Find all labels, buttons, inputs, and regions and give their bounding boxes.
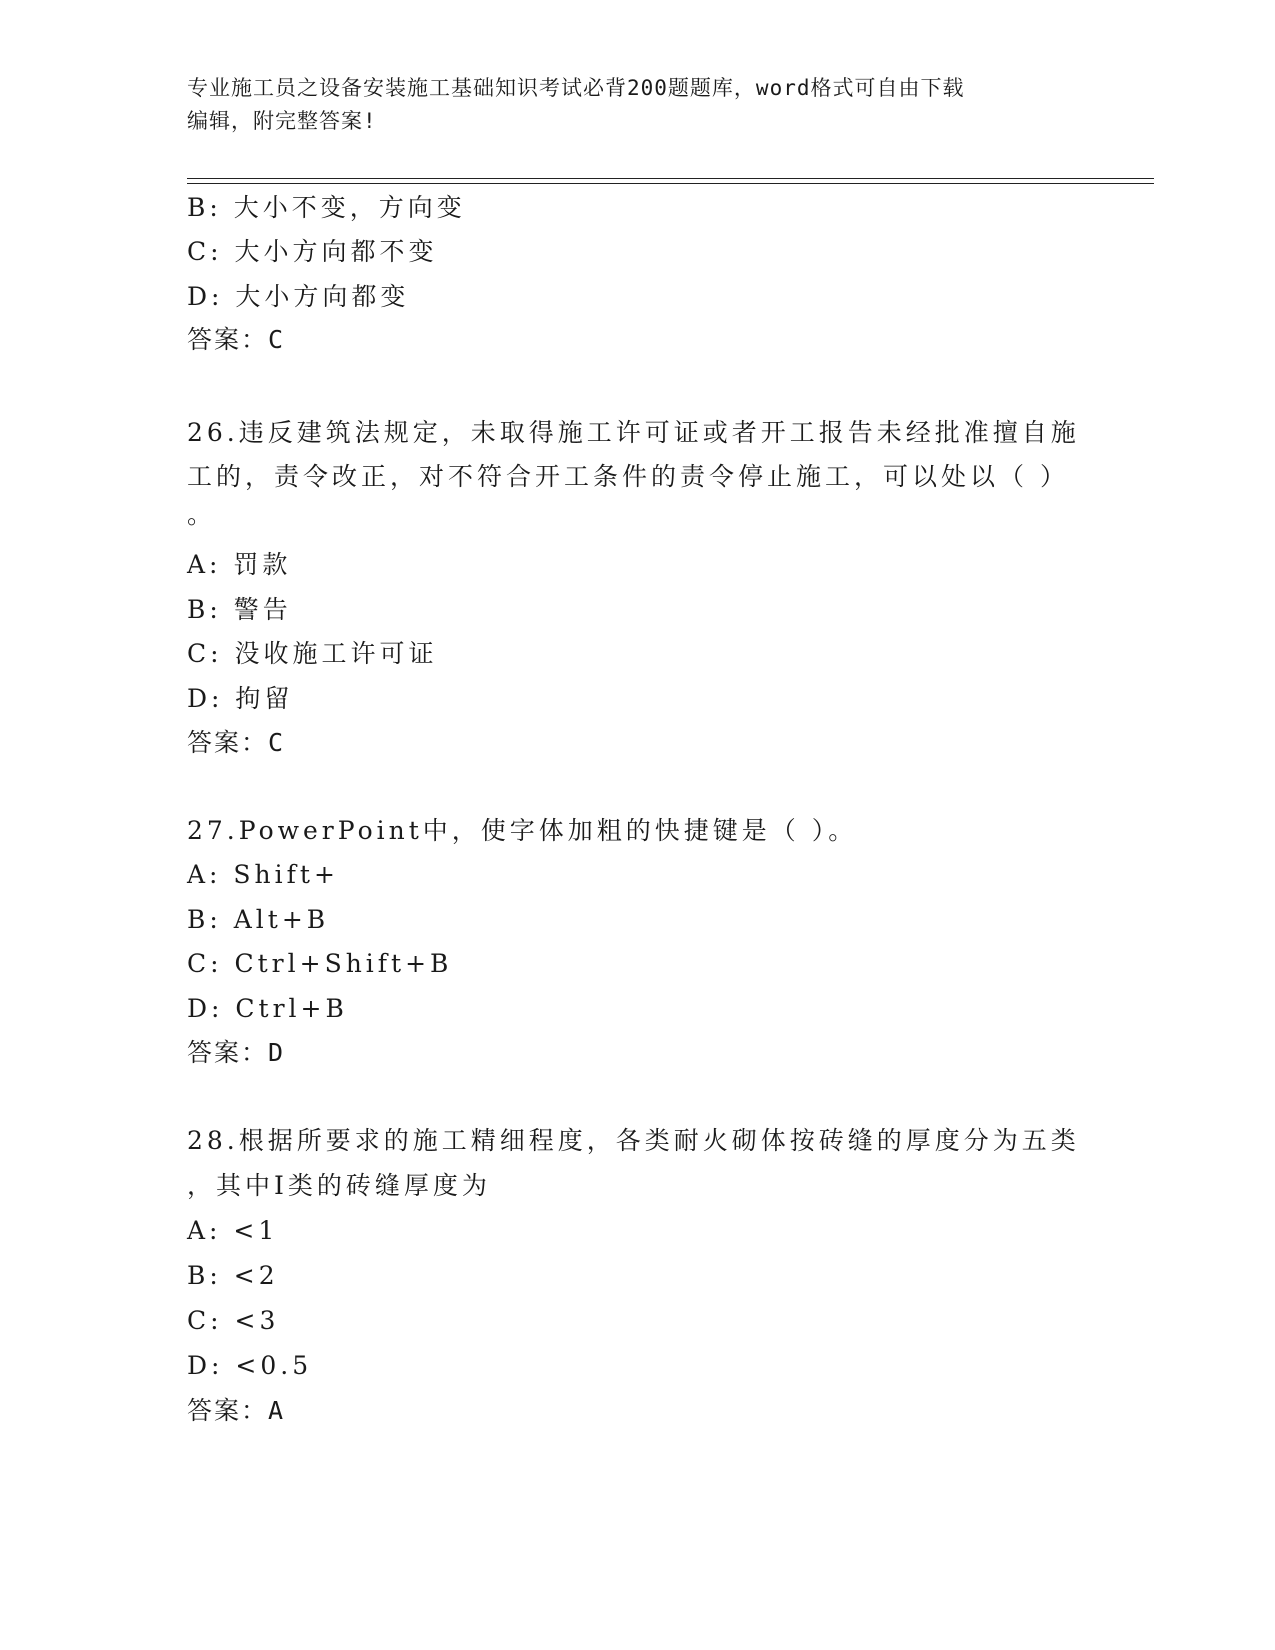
q27-option-a: A: Shift+ bbox=[187, 860, 339, 889]
q26-option-d: D: 拘留 bbox=[187, 684, 294, 713]
q25-option-d: D: 大小方向都变 bbox=[187, 282, 410, 311]
header-divider-bottom bbox=[187, 183, 1154, 184]
q27-option-c: C: Ctrl+Shift+B bbox=[187, 949, 453, 978]
header-line-2: 编辑，附完整答案! bbox=[187, 109, 377, 133]
q27-answer: 答案：D bbox=[187, 1038, 286, 1067]
q28-answer: 答案：A bbox=[187, 1396, 286, 1425]
q25-option-c: C: 大小方向都不变 bbox=[187, 237, 438, 266]
document-header bbox=[187, 72, 1087, 138]
q28-option-b: B: <2 bbox=[187, 1261, 279, 1290]
q27-option-b: B: Alt+B bbox=[187, 905, 330, 934]
header-divider-top bbox=[187, 178, 1154, 179]
q26-stem-line-3: 。 bbox=[187, 500, 217, 529]
q26-option-b: B: 警告 bbox=[187, 595, 292, 624]
q25-option-b: B: 大小不变，方向变 bbox=[187, 193, 466, 222]
q28-option-d: D: <0.5 bbox=[187, 1351, 313, 1380]
q26-stem-line-2: 工的，责令改正，对不符合开工条件的责令停止施工，可以处以（ ） bbox=[187, 462, 1069, 491]
q28-option-a: A: <1 bbox=[187, 1216, 279, 1245]
q26-stem-line-1: 26.违反建筑法规定，未取得施工许可证或者开工报告未经批准擅自施 bbox=[187, 418, 1080, 447]
q25-answer: 答案：C bbox=[187, 325, 286, 354]
q26-option-c: C: 没收施工许可证 bbox=[187, 639, 438, 668]
q27-stem-line-1: 27.PowerPoint中，使字体加粗的快捷键是（ ）。 bbox=[187, 816, 858, 845]
q26-answer: 答案：C bbox=[187, 728, 286, 757]
q26-option-a: A: 罚款 bbox=[187, 550, 292, 579]
q28-option-c: C: <3 bbox=[187, 1306, 280, 1335]
q28-stem-line-2: ，其中I类的砖缝厚度为 bbox=[187, 1171, 491, 1200]
header-line-1: 专业施工员之设备安装施工基础知识考试必背200题题库，word格式可自由下载 bbox=[187, 76, 965, 100]
q27-option-d: D: Ctrl+B bbox=[187, 994, 348, 1023]
q28-stem-line-1: 28.根据所要求的施工精细程度，各类耐火砌体按砖缝的厚度分为五类 bbox=[187, 1126, 1080, 1155]
